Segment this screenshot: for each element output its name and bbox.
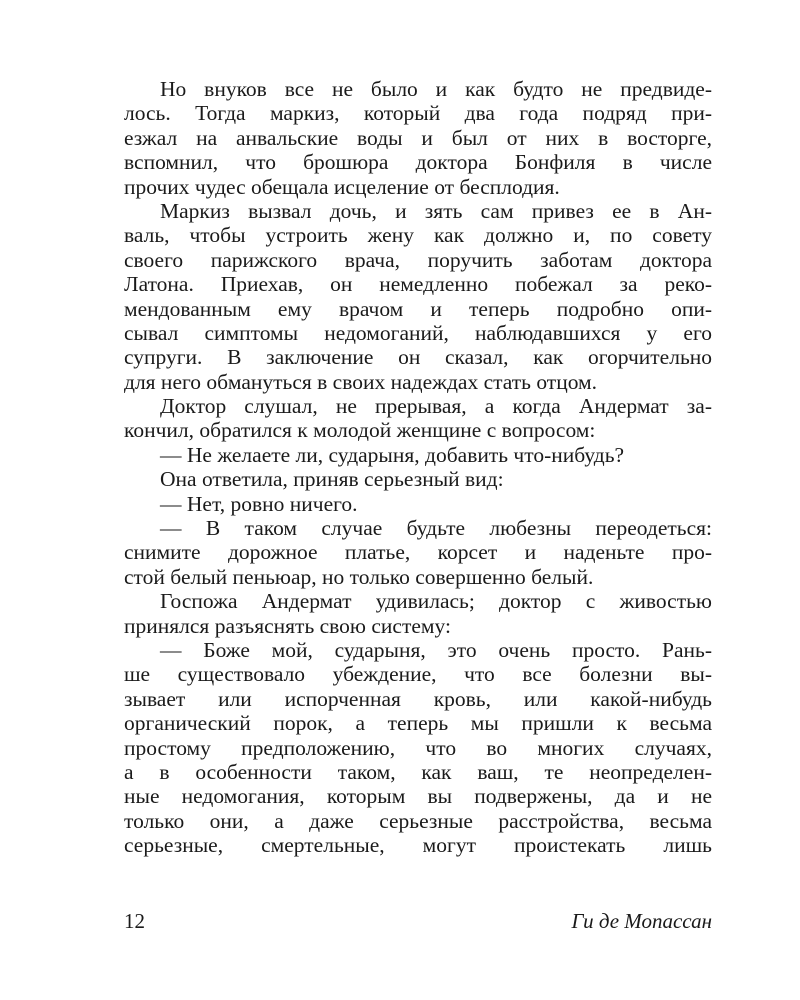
text-line: супруги. В заключение он сказал, как огорчительно (124, 345, 712, 370)
text-line: Маркиз вызвал дочь, и зять сам привез ее в Ан- (160, 198, 712, 223)
text-line: Доктор слушал, не прерывая, а когда Андермат за- (160, 394, 712, 419)
page-body (124, 77, 712, 858)
text-line: — В таком случае будьте любезны переодеться: (160, 516, 712, 541)
text-line: зывает или испорченная кровь, или какой-нибудь (124, 686, 712, 711)
text-line: Она ответила, приняв серьезный вид: (160, 467, 504, 492)
text-line: — Не желаете ли, сударыня, добавить что-нибудь? (160, 442, 625, 467)
text-line: сывал симптомы недомоганий, наблюдавшихся у его (124, 320, 712, 345)
page-footer (124, 906, 712, 936)
text-line: только они, а даже серьезные расстройства, весьма (124, 808, 712, 833)
text-line: Но внуков все не было и как будто не предвиде- (160, 77, 712, 101)
text-line: своего парижского врача, поручить заботам доктора (124, 247, 712, 272)
text-line: валь, чтобы устроить жену как должно и, по совету (124, 223, 712, 248)
text-line: Госпожа Андермат удивилась; доктор с живостью (160, 589, 712, 614)
text-line: езжал на анвальские воды и был от них в восторге, (124, 125, 712, 150)
text-line: вспомнил, что брошюра доктора Бонфиля в числе (124, 150, 712, 175)
text-line: Латона. Приехав, он немедленно побежал за реко- (124, 272, 712, 297)
text-line: принялся разъяснять свою систему: (124, 613, 451, 638)
text-line: мендованным ему врачом и теперь подробно опи- (124, 296, 712, 321)
text-line: лось. Тогда маркиз, который два года подряд при- (124, 101, 712, 126)
text-line: ше существовало убеждение, что все болезни вы- (124, 662, 712, 687)
text-line: прочих чудес обещала исцеление от бесплодия. (124, 174, 560, 199)
text-line: для него обмануться в своих надеждах стать отцом. (124, 369, 598, 394)
text-line: стой белый пеньюар, но только совершенно белый. (124, 564, 594, 589)
page-number: 12 (124, 909, 145, 933)
text-line: кончил, обратился к молодой женщине с вопросом: (124, 418, 596, 443)
text-line: простому предположению, что во многих случаях, (124, 735, 712, 760)
text-line: серьезные, смертельные, могут проистекать лишь (124, 833, 712, 858)
text-line: — Нет, ровно ничего. (160, 491, 358, 516)
text-line: а в особенности таком, как ваш, те неопределен- (124, 759, 712, 784)
text-line: — Боже мой, сударыня, это очень просто. Рань- (160, 637, 712, 662)
text-line: снимите дорожное платье, корсет и наденьте про- (124, 540, 712, 565)
text-line: ные недомогания, которым вы подвержены, да и не (124, 784, 712, 809)
running-author: Ги де Мопассан (571, 909, 712, 933)
text-line: органический порок, а теперь мы пришли к весьма (124, 711, 712, 736)
